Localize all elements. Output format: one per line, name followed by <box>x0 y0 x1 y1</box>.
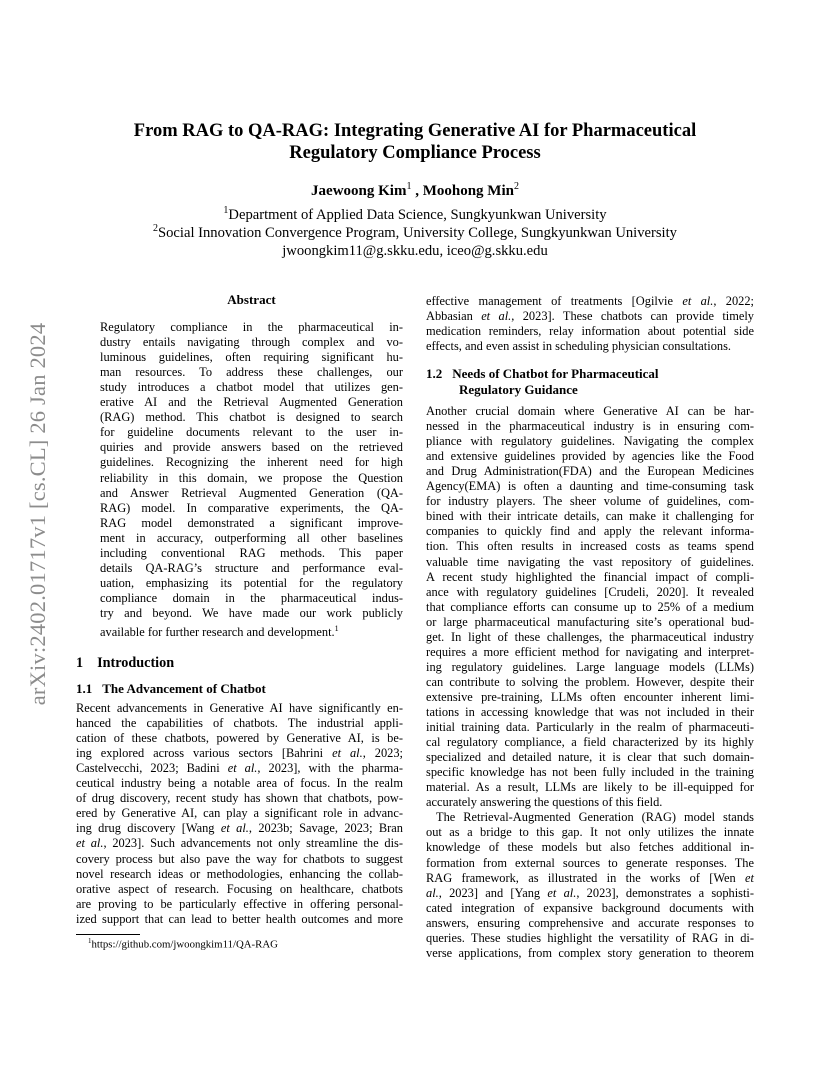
text-line: erative AI and the Retrieval Augmented Generation <box>100 395 403 410</box>
text-line: companies to quickly find and apply the relevant informa- <box>426 524 754 539</box>
text-line: Another crucial domain where Generative AI can be har- <box>426 404 754 418</box>
author-affiliation-mark: 1 <box>406 181 412 192</box>
author-name: Moohong Min <box>422 183 514 199</box>
text-line: effective management of treatments [Ogilvie et al., 2022; <box>426 294 755 308</box>
text-line: covery process but also pave the way for chatbots to suggest <box>76 851 403 866</box>
text-line: nessed in the pharmaceutical industry is in ensuring com- <box>426 419 754 434</box>
text-line: cal regulatory compliance, a field characterized by its highly <box>426 735 754 750</box>
text-line: RAG model demonstrated a significant improve- <box>100 515 403 530</box>
subsection-title: The Advancement of Chatbot <box>102 681 266 696</box>
text-line: compliance domain in the pharmaceutical indus- <box>100 590 403 605</box>
author-list <box>100 181 730 200</box>
text-line: queries. These studies highlight the versatility of RAG in di- <box>426 930 754 945</box>
text-line: Regulatory compliance in the pharmaceutical in- <box>100 320 403 334</box>
affiliation-text: Department of Applied Data Science, Sungkyunkwan University <box>228 206 607 223</box>
text-line: are proving to be particularly effective in offering personal- <box>76 896 403 911</box>
text-line: (RAG) method. This chatbot is designed to search <box>100 410 403 425</box>
text-line: initial training data. Particularly in the realm of pharmaceuti- <box>426 720 754 735</box>
title-line: Regulatory Compliance Process <box>289 143 541 163</box>
footnote-text: https://github.com/jwoongkim11/QA-RAG <box>91 938 278 951</box>
text-line: medication reminders, relay information about potential side <box>426 324 754 339</box>
text-line: Recent advancements in Generative AI have significantly en- <box>76 701 403 715</box>
affiliation-2 <box>100 223 730 242</box>
text-line: pliance with regulatory guidelines. Navigating the complex <box>426 434 754 449</box>
text-line: out as a bridge to this gap. It not only utilizes the innate <box>426 825 754 840</box>
text-line: and Drug Administration(FDA) and the European Medicines <box>426 464 754 479</box>
text-line: or large pharmaceutical manufacturing site’s operational bud- <box>426 614 754 629</box>
text-line: ing explored across various sectors [Bahrini et al., 2023; <box>76 746 403 761</box>
subsection-number: 1.1 <box>76 681 93 696</box>
subsection-heading-1-1 <box>76 681 266 696</box>
footnote-mark: 1 <box>334 624 339 633</box>
text-line: get. In light of these challenges, the pharmaceutical industry <box>426 629 754 644</box>
affiliation-mark: 1 <box>223 205 229 216</box>
text-line: for industry players. The sheer volume of guidelines, com- <box>426 494 754 509</box>
text-line: available for further research and development.$^1$ <box>100 624 339 640</box>
text-line: specialized and detailed nature, it is clear that such domain- <box>426 750 754 765</box>
arxiv-id: arXiv:2402.01717v1 [cs.CL] 26 Jan 2024 <box>25 322 50 706</box>
text-line: tations in accessing knowledge that was not included in their <box>426 705 754 719</box>
text-line: knowledge of these models but also fetches additional in- <box>426 840 754 855</box>
text-line: ance with regulatory guidelines [Crudeli, 2020]. It revealed <box>426 584 754 599</box>
author-affiliation-mark: 2 <box>513 181 519 192</box>
text-line: tion. This often results in increased costs as teams spend <box>426 539 754 554</box>
text-line: luminous guidelines, often requiring significant hu- <box>100 350 403 365</box>
subsection-heading-1-2-line2: Regulatory Guidance <box>459 382 578 397</box>
text-line: hanced the capabilities of chatbots. The industrial appli- <box>76 716 403 731</box>
text-line: ized support that can lead to better health outcomes and more <box>76 911 403 926</box>
abstract-heading: Abstract <box>227 292 276 307</box>
text-line: and Answer Retrieval Augmented Generation (QA- <box>100 485 403 500</box>
text-line: material. As a result, LLMs are likely to be ill-equipped for <box>426 780 754 795</box>
author-separator: , <box>411 183 423 199</box>
author-emails: jwoongkim11@g.skku.edu, iceo@g.skku.edu <box>282 243 548 259</box>
text-line: Castelvecchi, 2023; Badini et al., 2023], with the pharma- <box>76 761 403 776</box>
section-number: 1 <box>76 655 84 671</box>
subsection-number: 1.2 <box>426 366 443 381</box>
text-line: Abbasian et al., 2023]. These chatbots can provide timely <box>426 309 754 324</box>
text-line: ing regulatory guidelines. Large language models (LLMs) <box>426 659 754 674</box>
arxiv-stamp <box>20 296 56 732</box>
text-line: ered by Generative AI, can play a significant role in advanc- <box>76 806 403 821</box>
subsection-title: Needs of Chatbot for Pharmaceutical <box>452 366 659 381</box>
text-line: novel research ideas or methodologies, enhancing the collab- <box>76 866 403 881</box>
affiliation-1 <box>100 205 730 224</box>
text-line: ing drug discovery [Wang et al., 2023b; Savage, 2023; Bran <box>76 821 403 836</box>
text-line: specific knowledge has not been fully included in the training <box>426 765 754 780</box>
text-line: that compliance efforts can consume up to 25% of a medium <box>426 599 754 614</box>
text-line: answers, ensuring comprehensive and accurate responses to <box>426 915 754 930</box>
paper-title <box>100 120 730 164</box>
text-line: dustry entails navigating through complex and vo- <box>100 335 403 350</box>
text-line: ment in accuracy, outperforming all other baselines <box>100 530 403 545</box>
text-line: can contribute to solving the problem. However, despite their <box>426 674 754 689</box>
text-line: Agency(EMA) is often a daunting and time-consuming task <box>426 479 754 494</box>
text-line: valuable time navigating the vast repository of guidelines. <box>426 554 754 569</box>
text-line: cated integration of expansive background documents with <box>426 900 754 915</box>
text-line: et al., 2023]. Such advancements not only streamline the dis- <box>76 836 403 851</box>
affiliation-text: Social Innovation Convergence Program, University College, Sungkyunkwan University <box>158 224 677 241</box>
text-line: ceutical industry being a notable area of focus. In the realm <box>76 776 403 791</box>
text-line: details QA-RAG’s structure and performance eval- <box>100 560 403 575</box>
text-line: extensive pre-training, LLMs often encounter inherent limi- <box>426 689 754 704</box>
text-line: including conventional RAG methods. This paper <box>100 545 403 560</box>
affiliation-mark: 2 <box>153 223 159 234</box>
text-line: verse applications, from complex story generation to theorem <box>426 945 754 960</box>
text-line: reliability in this domain, we propose the Question <box>100 470 403 485</box>
author-name: Jaewoong Kim <box>311 183 407 199</box>
text-line: quiries and provide answers based on the retrieved <box>100 440 403 455</box>
text-line: RAG) model. In comparative experiments, the QA- <box>100 500 403 515</box>
text-line: formation from external sources to generate responses. The <box>426 855 754 870</box>
text-line: A recent study highlighted the financial impact of compli- <box>426 569 754 584</box>
text-line: try and beyond. We have made our work publicly <box>100 605 403 620</box>
text-line: orative aspect of research. Focusing on healthcare, chatbots <box>76 881 403 896</box>
text-line: for guideline documents relevant to the user in- <box>100 425 403 440</box>
text-line: bined with their intricate details, can make it challenging for <box>426 509 754 524</box>
text-line: The Retrieval-Augmented Generation (RAG) model stands <box>436 810 754 825</box>
text-line: accurately answering the questions of this field. <box>426 795 663 810</box>
text-line: requires a more efficient method for navigating and interpret- <box>426 644 754 659</box>
text-line: RAG framework, as illustrated in the works of [Wen et <box>426 870 754 885</box>
text-line: uation, emphasizing its potential for the regulatory <box>100 575 403 590</box>
section-heading-introduction <box>76 656 174 671</box>
text-line: of drug discovery, recent study has shown that chatbots, pow- <box>76 791 403 806</box>
text-line: effects, and even assist in scheduling physician consultations. <box>426 339 731 354</box>
text-line: and extensive guidelines provided by agencies like the Food <box>426 449 754 464</box>
text-line: study introduces a chatbot model that utilizes gen- <box>100 380 403 395</box>
text-line: cation of these chatbots, powered by Generative AI, is be- <box>76 731 403 746</box>
footnote-rule <box>76 934 140 935</box>
footnote <box>88 937 278 951</box>
section-title: Introduction <box>97 655 175 671</box>
footnote-mark: 1 <box>88 937 92 945</box>
subsection-heading-1-2 <box>426 366 659 381</box>
text-line: al., 2023] and [Yang et al., 2023], demonstrates a sophisti- <box>426 885 755 900</box>
text-line: guidelines. Recognizing the inherent need for high <box>100 455 403 470</box>
text-line: man resources. To address these challenges, our <box>100 365 403 380</box>
title-line: From RAG to QA-RAG: Integrating Generative AI for Pharmaceutical <box>133 121 697 141</box>
